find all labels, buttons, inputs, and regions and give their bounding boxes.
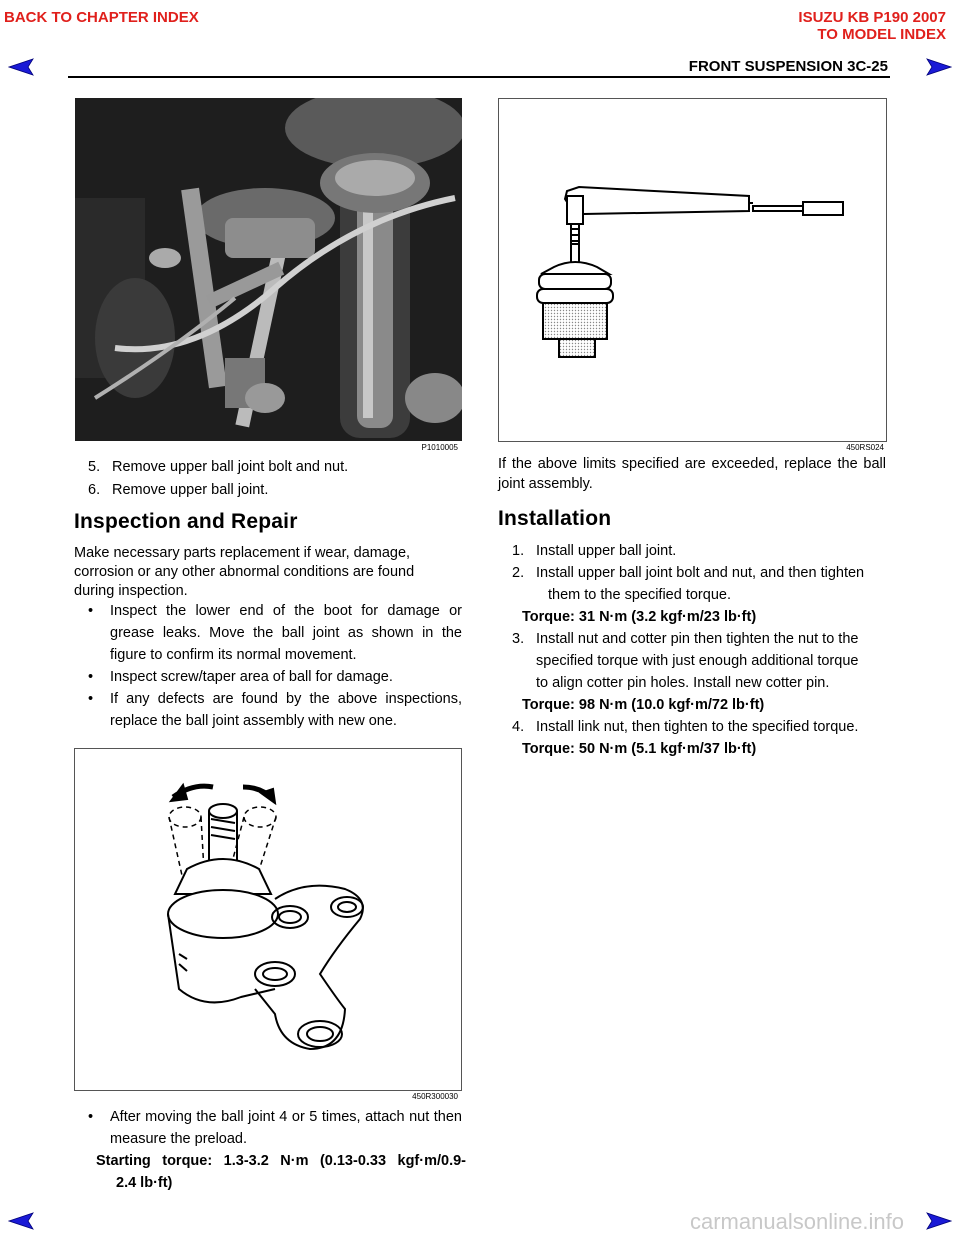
step-number: 4. bbox=[512, 719, 525, 735]
step-text: Install link nut, then tighten to the specified torque. bbox=[536, 719, 859, 735]
ball-joint-diagram bbox=[75, 749, 461, 1090]
torque-spec-3: Torque: 50 N·m (5.1 kgf·m/37 lb·ft) bbox=[522, 741, 757, 757]
step-text-line-3: to align cotter pin holes. Install new cotter pin. bbox=[536, 675, 830, 691]
removal-step-5 bbox=[88, 456, 348, 478]
model-header bbox=[798, 9, 946, 43]
step-text-line-2: them to the specified torque. bbox=[548, 587, 731, 603]
step-number: 5. bbox=[88, 459, 101, 475]
spring-scale-diagram bbox=[499, 99, 886, 441]
preload-gauge-figure-frame bbox=[498, 98, 887, 442]
bullet-dot: • bbox=[88, 603, 94, 619]
inspection-heading: Inspection and Repair bbox=[74, 510, 298, 533]
inspection-bullet-2 bbox=[88, 666, 462, 688]
install-step-4 bbox=[512, 716, 858, 738]
step-number: 3. bbox=[512, 631, 525, 647]
step-number: 2. bbox=[512, 565, 525, 581]
footer-next-arrow-icon[interactable] bbox=[926, 1212, 952, 1230]
step-text-line-1: Install upper ball joint bolt and nut, and then tighten bbox=[536, 565, 865, 581]
ball-joint-removal-photo bbox=[75, 98, 462, 441]
step-text-line-2: specified torque with just enough additional torque bbox=[536, 653, 859, 669]
bullet-dot: • bbox=[88, 669, 94, 685]
starting-torque-line-1: Starting torque: 1.3-3.2 N·m (0.13-0.33 kgf·m/0.9- bbox=[96, 1153, 466, 1169]
bullet-text: If any defects are found by the above inspections, replace the ball joint assembly with new one. bbox=[110, 691, 462, 729]
torque-spec-2: Torque: 98 N·m (10.0 kgf·m/72 lb·ft) bbox=[522, 697, 765, 713]
install-step-1 bbox=[512, 540, 676, 562]
starting-torque-line-2: 2.4 lb·ft) bbox=[116, 1175, 173, 1191]
torque-spec-1: Torque: 31 N·m (3.2 kgf·m/23 lb·ft) bbox=[522, 609, 757, 625]
step-number: 6. bbox=[88, 482, 101, 498]
previous-page-arrow-icon[interactable] bbox=[8, 58, 34, 76]
bullet-text: Inspect screw/taper area of ball for damage. bbox=[110, 669, 393, 685]
starting-torque-spec bbox=[96, 1150, 466, 1194]
step-text: Remove upper ball joint. bbox=[112, 482, 269, 498]
gauge-caption: 450RS024 bbox=[846, 443, 884, 452]
step-number: 1. bbox=[512, 543, 525, 559]
bullet-dot: • bbox=[88, 691, 94, 707]
ball-joint-figure-frame bbox=[74, 748, 462, 1091]
step-text-line-1: Install nut and cotter pin then tighten the nut to the bbox=[536, 631, 859, 647]
install-step-3 bbox=[512, 628, 887, 694]
step-text: Remove upper ball joint bolt and nut. bbox=[112, 459, 349, 475]
footer-previous-arrow-icon[interactable] bbox=[8, 1212, 34, 1230]
model-title: ISUZU KB P190 2007 bbox=[798, 9, 946, 26]
ball-joint-caption: 450R300030 bbox=[412, 1092, 458, 1101]
to-model-index-link[interactable]: TO MODEL INDEX bbox=[817, 26, 946, 43]
installation-heading: Installation bbox=[498, 507, 612, 530]
header-rule bbox=[68, 76, 890, 78]
step-text: Install upper ball joint. bbox=[536, 543, 677, 559]
install-step-2 bbox=[512, 562, 887, 606]
back-to-chapter-index-link[interactable]: BACK TO CHAPTER INDEX bbox=[4, 9, 199, 26]
next-page-arrow-icon[interactable] bbox=[926, 58, 952, 76]
limits-exceeded-note: If the above limits specified are exceeded, replace the ball joint assembly. bbox=[498, 456, 886, 492]
bullet-text: Inspect the lower end of the boot for damage or grease leaks. Move the ball joint as shown in the figure to confirm its normal movement. bbox=[110, 603, 462, 663]
removal-step-6 bbox=[88, 479, 268, 501]
inspection-bullet-3 bbox=[88, 688, 462, 732]
watermark: carmanualsonline.info bbox=[690, 1209, 905, 1234]
section-title: FRONT SUSPENSION 3C-25 bbox=[688, 58, 888, 75]
bullet-dot: • bbox=[88, 1109, 94, 1125]
inspection-bullet-1 bbox=[88, 600, 462, 666]
bullet-text: After moving the ball joint 4 or 5 times, attach nut then measure the preload. bbox=[110, 1109, 462, 1147]
photo-caption: P1010005 bbox=[421, 443, 458, 452]
preload-bullet bbox=[88, 1106, 462, 1150]
inspection-intro: Make necessary parts replacement if wear, damage, corrosion or any other abnormal conditions are found during inspection. bbox=[74, 545, 415, 599]
